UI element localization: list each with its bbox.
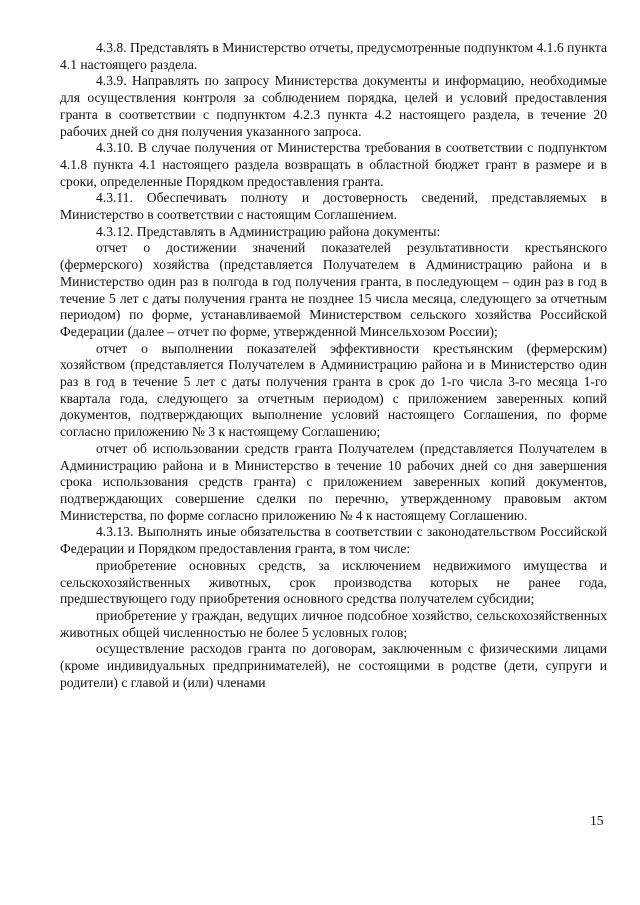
paragraph-livestock: приобретение у граждан, ведущих личное подсобное хозяйство, сельскохозяйственных животных общей численностью не более 5 условных голов; [60,607,607,640]
page-number: 15 [590,813,604,828]
paragraph-4-3-12: 4.3.12. Представлять в Администрацию района документы: [96,223,441,239]
paragraph-fixed-assets: приобретение основных средств, за исключением недвижимого имущества и сельскохозяйственных животных, срок производства которых не ранее года, предшествующего году приобретения основного средства получателем субсидии; [60,557,607,607]
paragraph-report-efficiency: отчет о выполнении показателей эффективности крестьянским (фермерским) хозяйством (представляется Получателем в Администрацию района и в Министерство один раз в год в течение 5 лет с даты получения гранта в срок до 1-го числа 3-го месяца 1-го квартала года, следующего за отчетным периодом) с приложением заверенных копий документов, подтверждающих выполнение условий настоящего Соглашения, по форме согласно приложению № 3 к настоящему Соглашению; [60,340,607,440]
paragraph-4-3-8: 4.3.8. Представлять в Министерство отчеты, предусмотренные подпунктом 4.1.6 пункта 4.1 настоящего раздела. [60,40,607,72]
paragraph-4-3-10: 4.3.10. В случае получения от Министерства требования в соответствии с подпунктом 4.1.8 пункта 4.1 настоящего раздела возвращать в областной бюджет грант в размере и в сроки, определенные Порядком предоставления гранта. [60,140,607,189]
paragraph-report-grant-use: отчет об использовании средств гранта Получателем (представляется Получателем в Администрацию района и в Министерство в течение 10 рабочих дней со дня завершения срока использования средств гранта) с приложением заверенных копий документов, подтверждающих совершение сделки по перечню, утвержденному правовым актом Министерства, по форме согласно приложению № 4 к настоящему Соглашению. [60,440,607,523]
paragraph-4-3-9: 4.3.9. Направлять по запросу Министерства документы и информацию, необходимые для осуществления контроля за соблюдением порядка, целей и условий предоставления гранта в соответствии с подпунктом 4.2.3 пункта 4.2 настоящего раздела, в течение 20 рабочих дней со дня получения указанного запроса. [60,73,607,139]
paragraph-report-results: отчет о достижении значений показателей результативности крестьянского (фермерского) хозяйства (представляется Получателем в Администрацию района и в Министерство один раз в полгода в год получения гранта, в последующем – один раз в год в течение 5 лет с даты получения гранта не позднее 15 числа месяца, следующего за отчетным периодом) по форме, устанавливаемой Министерством сельского хозяйства Российской Федерации (далее – отчет по форме, утвержденной Минсельхозом России); [60,240,607,339]
paragraph-4-3-11: 4.3.11. Обеспечивать полноту и достоверность сведений, представляемых в Министерство в соответствии с настоящим Соглашением. [60,190,607,223]
paragraph-contracts: осуществление расходов гранта по договорам, заключенным с физическими лицами (кроме индивидуальных предпринимателей), не состоящими в родстве (дети, супруги и родители) с главой и (или) членами [60,641,607,690]
paragraph-4-3-13: 4.3.13. Выполнять иные обязательства в соответствии с законодательством Российской Федерации и Порядком предоставления гранта, в том числе: [60,524,607,557]
